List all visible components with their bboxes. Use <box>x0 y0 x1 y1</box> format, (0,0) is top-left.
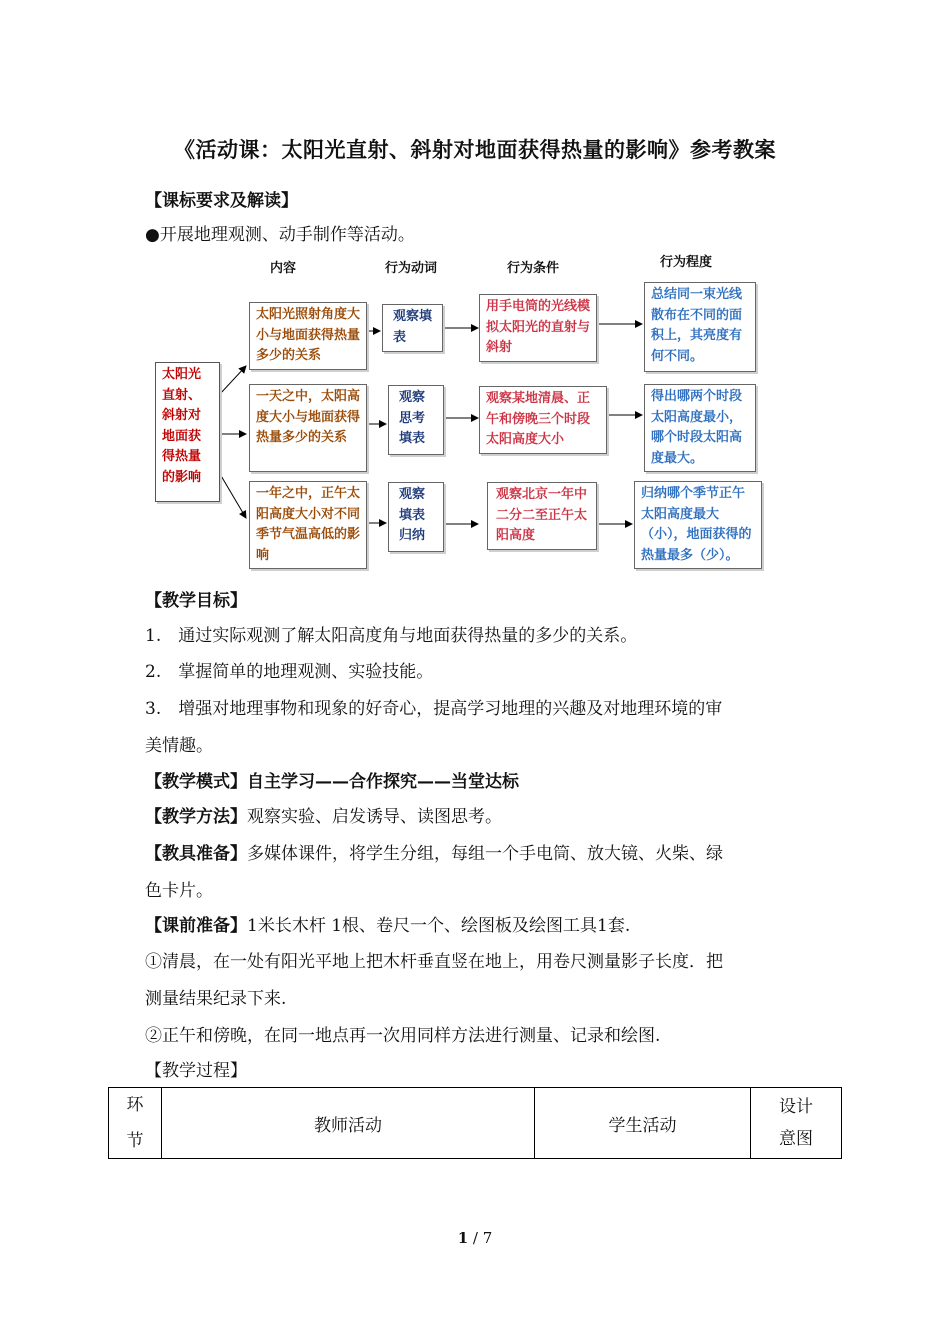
page-number: 1 <box>457 1229 469 1247</box>
method-label: 【教学方法】 <box>145 807 247 827</box>
goal-item-3-cont: 美情趣。 <box>145 736 213 756</box>
prep-step-2: ②正午和傍晚，在同一地点再一次用同样方法进行测量、记录和绘图. <box>145 1026 661 1046</box>
teaching-tools <box>145 839 723 864</box>
teaching-mode <box>145 767 519 792</box>
teaching-tools-cont: 色卡片。 <box>145 881 213 901</box>
prep-text: 1米长木杆 1根、卷尺一个、绘图板及绘图工具1套. <box>247 916 631 936</box>
table-row <box>109 1088 842 1159</box>
goal-item-3: 3. 增强对地理事物和现象的好奇心，提高学习地理的兴趣及对地理环境的审 <box>145 699 723 719</box>
page-total: / 7 <box>472 1229 493 1247</box>
tools-label: 【教具准备】 <box>145 844 247 864</box>
verb-box-1: 观察填表 <box>382 304 443 352</box>
content-box-2: 一天之中，太阳高度大小与地面获得热量多少的关系 <box>249 384 367 472</box>
pre-class-prep <box>145 911 630 936</box>
prep-step-1: ①清晨，在一处有阳光平地上把木杆垂直竖在地上，用卷尺测量影子长度．把 <box>145 952 723 972</box>
header-verb: 行为动词 <box>385 261 438 276</box>
degree-box-1: 总结同一束光线散布在不同的面积上，其亮度有何不同。 <box>644 282 756 372</box>
prep-step-1-cont: 测量结果纪录下来. <box>145 989 287 1009</box>
mode-label: 【教学模式】 <box>145 772 247 792</box>
content-box-1: 太阳光照射角度大小与地面获得热量多少的关系 <box>249 302 367 370</box>
content-box-3: 一年之中，正午太阳高度大小对不同季节气温高低的影响 <box>249 481 367 569</box>
prep-label: 【课前准备】 <box>145 916 247 936</box>
teaching-method <box>145 802 502 827</box>
process-heading: 【教学过程】 <box>145 1061 247 1081</box>
col-teacher: 教师活动 <box>162 1088 535 1159</box>
header-content: 内容 <box>270 261 297 276</box>
method-text: 观察实验、启发诱导、读图思考。 <box>247 807 502 827</box>
verb-box-3: 观察填表归纳 <box>388 482 444 552</box>
col-student: 学生活动 <box>535 1088 751 1159</box>
goal-item-2: 2. 掌握简单的地理观测、实验技能。 <box>145 662 434 682</box>
root-box: 太阳光直射、斜射对地面获得热量的影响 <box>155 362 220 502</box>
document-title: 《活动课：太阳光直射、斜射对地面获得热量的影响》参考教案 <box>174 138 776 162</box>
col-design: 设计 意图 <box>751 1088 842 1159</box>
tools-text: 多媒体课件，将学生分组，每组一个手电筒、放大镜、火柴、绿 <box>247 844 723 864</box>
standard-heading: 【课标要求及解读】 <box>145 191 298 211</box>
header-degree: 行为程度 <box>660 255 713 270</box>
goal-item-1: 1. 通过实际观测了解太阳高度角与地面获得热量的多少的关系。 <box>145 626 638 646</box>
condition-box-1: 用手电筒的光线模拟太阳光的直射与斜射 <box>479 294 597 362</box>
degree-box-3: 归纳哪个季节正午太阳高度最大（小），地面获得的热量最多（少）。 <box>634 481 762 569</box>
condition-box-3: 观察北京一年中二分二至正午太阳高度 <box>487 482 597 550</box>
goals-heading: 【教学目标】 <box>145 591 247 611</box>
header-condition: 行为条件 <box>507 261 560 276</box>
verb-box-2: 观察思考填表 <box>388 385 444 455</box>
page-footer <box>0 1229 950 1247</box>
degree-box-2: 得出哪两个时段太阳高度最小，哪个时段太阳高度最大。 <box>644 384 756 472</box>
col-stage: 环 节 <box>109 1088 162 1159</box>
mode-text: 自主学习——合作探究——当堂达标 <box>247 772 519 792</box>
process-table <box>108 1087 842 1159</box>
standard-bullet: ●开展地理观测、动手制作等活动。 <box>145 225 415 245</box>
condition-box-2: 观察某地清晨、正午和傍晚三个时段太阳高度大小 <box>479 386 607 454</box>
